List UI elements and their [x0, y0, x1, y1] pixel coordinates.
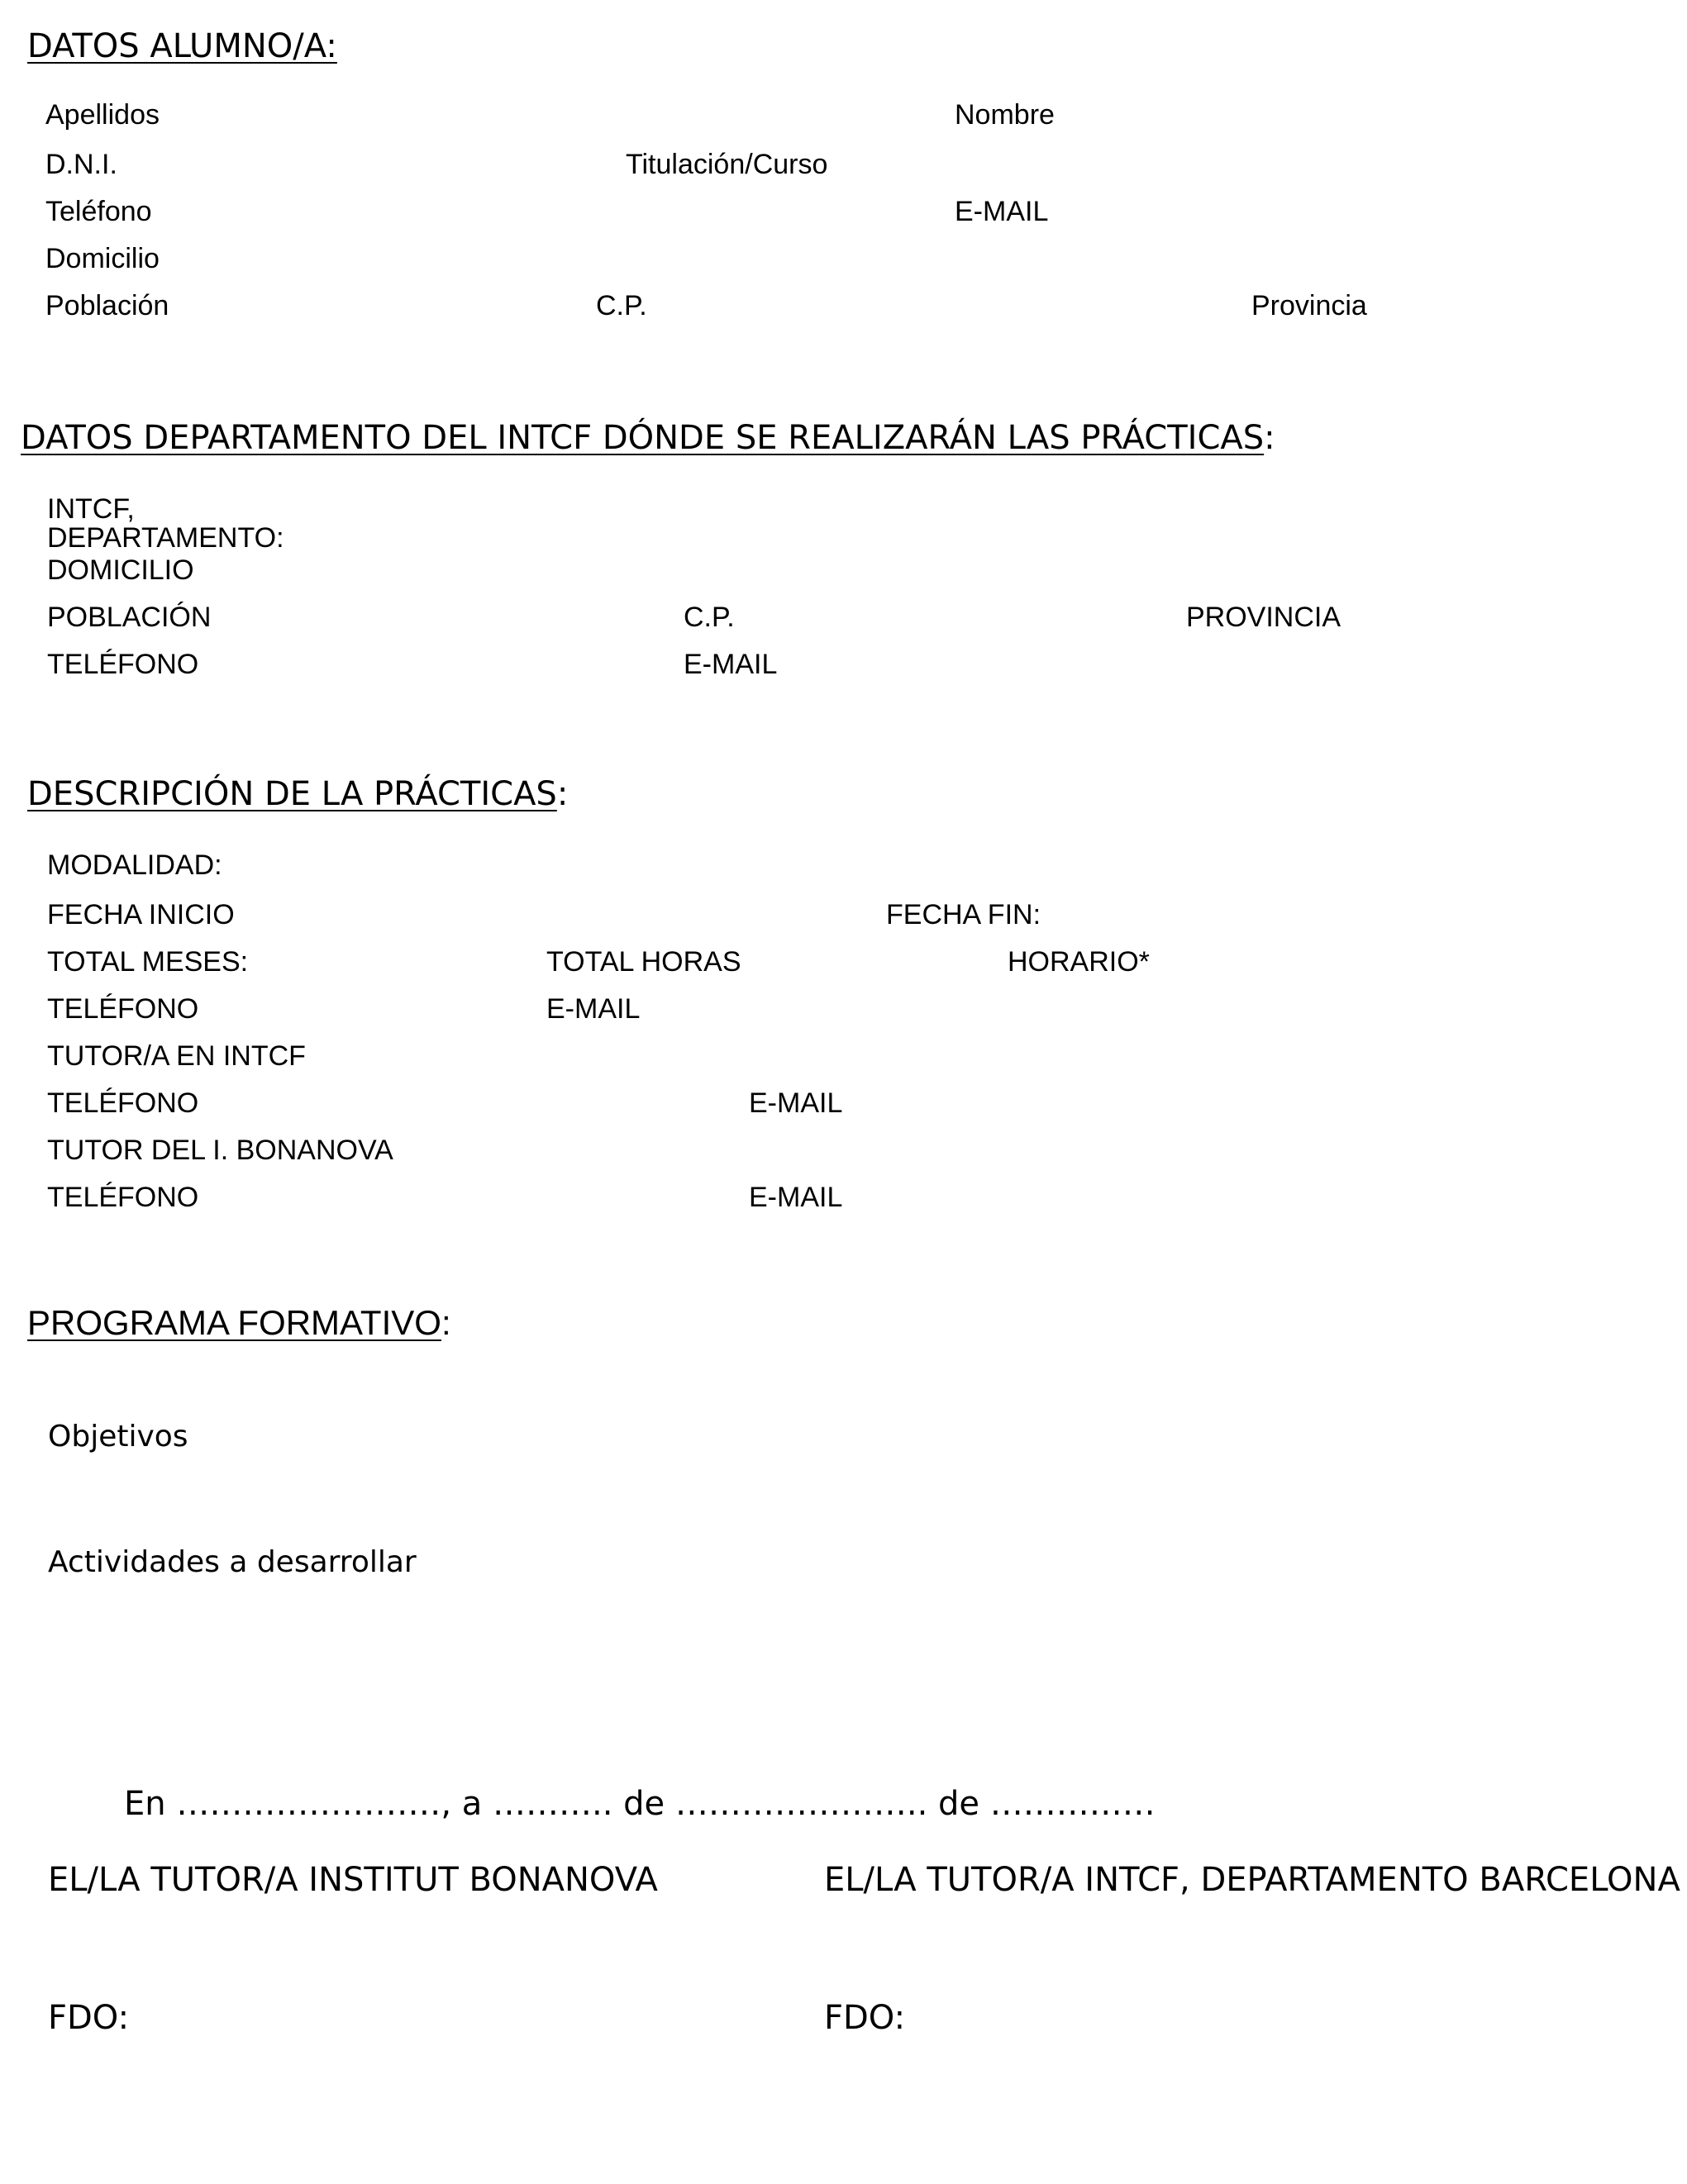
tutor-bonanova-email-label: E-MAIL — [749, 1182, 843, 1213]
tutor-bonanova-label: TUTOR DEL I. BONANOVA — [47, 1135, 393, 1166]
poblacion-label: Población — [45, 290, 169, 321]
nombre-label: Nombre — [955, 99, 1055, 131]
programa-heading: PROGRAMA FORMATIVO: — [27, 1303, 451, 1342]
modalidad-label: MODALIDAD: — [47, 849, 222, 881]
total-horas-label: TOTAL HORAS — [546, 946, 741, 978]
apellidos-label: Apellidos — [45, 99, 160, 131]
descripcion-heading: DESCRIPCIÓN DE LA PRÁCTICAS: — [27, 775, 569, 813]
fecha-inicio-label: FECHA INICIO — [47, 899, 235, 930]
dni-label: D.N.I. — [45, 149, 117, 180]
fecha-fin-label: FECHA FIN: — [886, 899, 1041, 930]
alumno-heading: DATOS ALUMNO/A: — [27, 27, 337, 65]
domicilio-label: Domicilio — [45, 243, 160, 274]
tutor-intcf-telefono-label: TELÉFONO — [47, 1087, 199, 1119]
objetivos-label: Objetivos — [48, 1420, 188, 1454]
dept-cp-label: C.P. — [684, 602, 735, 633]
email-label: E-MAIL — [955, 196, 1049, 227]
fdo-right-label: FDO: — [824, 1999, 906, 2037]
desc-telefono-label: TELÉFONO — [47, 993, 199, 1025]
dept-email-label: E-MAIL — [684, 649, 778, 680]
fecha-linea: En ……………………, a ……….. de ………………….. de …………… — [124, 1785, 1156, 1823]
tutor-intcf-label: TUTOR/A EN INTCF — [47, 1040, 306, 1072]
desc-email-label: E-MAIL — [546, 993, 641, 1025]
intcf-label: INTCF, — [47, 493, 135, 525]
dept-telefono-label: TELÉFONO — [47, 649, 199, 680]
tutor-intcf-firma-label: EL/LA TUTOR/A INTCF, DEPARTAMENTO BARCELONA — [824, 1861, 1680, 1899]
fdo-left-label: FDO: — [48, 1999, 130, 2037]
departamento-label: DEPARTAMENTO: — [47, 522, 284, 554]
dept-poblacion-label: POBLACIÓN — [47, 602, 212, 633]
titulacion-label: Titulación/Curso — [626, 149, 828, 180]
tutor-intcf-email-label: E-MAIL — [749, 1087, 843, 1119]
cp-label: C.P. — [596, 290, 647, 321]
tutor-bonanova-firma-label: EL/LA TUTOR/A INSTITUT BONANOVA — [48, 1861, 658, 1899]
total-meses-label: TOTAL MESES: — [47, 946, 249, 978]
dept-domicilio-label: DOMICILIO — [47, 554, 194, 586]
departamento-heading: DATOS DEPARTAMENTO DEL INTCF DÓNDE SE REALIZARÁN LAS PRÁCTICAS: — [21, 419, 1275, 457]
horario-label: HORARIO* — [1008, 946, 1150, 978]
actividades-label: Actividades a desarrollar — [48, 1545, 417, 1579]
dept-provincia-label: PROVINCIA — [1186, 602, 1341, 633]
provincia-label: Provincia — [1251, 290, 1367, 321]
telefono-label: Teléfono — [45, 196, 152, 227]
tutor-bonanova-telefono-label: TELÉFONO — [47, 1182, 199, 1213]
